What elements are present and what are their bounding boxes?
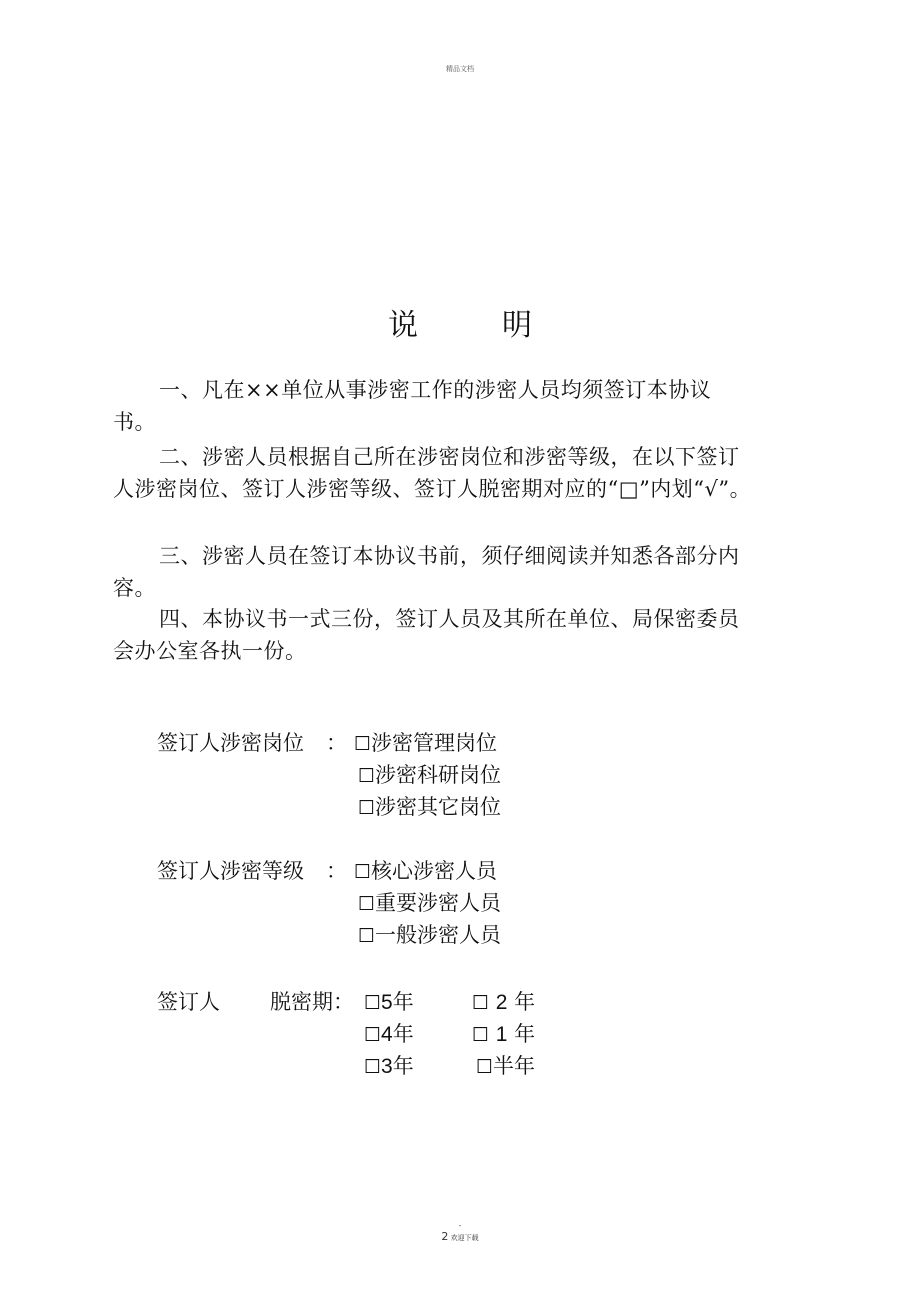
period-option-1-year[interactable] (472, 1018, 535, 1051)
page-footer (0, 1222, 920, 1243)
option-label: 重要涉密人员 (375, 891, 502, 915)
checkbox-icon[interactable]: ☐ (358, 797, 376, 819)
option-label: 一般涉密人员 (375, 923, 502, 947)
level-label: 签订人涉密等级 (157, 859, 304, 883)
level-option-general[interactable] (358, 919, 501, 952)
position-colon: ： (326, 731, 347, 755)
paragraph-3: 三、涉密人员在签订本协议书前，须仔细阅读并知悉各部分内容。 (113, 544, 740, 600)
option-unit: 年 (514, 1022, 536, 1046)
checkbox-icon[interactable]: ☐ (472, 992, 490, 1014)
option-unit: 年 (514, 990, 536, 1014)
paragraph-4: 四、本协议书一式三份，签订人员及其所在单位、局保密委员会办公室各执一份。 (113, 607, 740, 663)
option-number: 5 (381, 991, 393, 1014)
checkbox-icon[interactable]: ☐ (364, 1056, 382, 1078)
option-label: 核心涉密人员 (371, 859, 498, 883)
checkbox-icon[interactable]: ☐ (472, 1024, 490, 1046)
option-unit: 半年 (493, 1054, 536, 1078)
option-number: 1 (495, 1023, 508, 1046)
paragraph-1: 一、凡在××单位从事涉密工作的涉密人员均须签订本协议书。 (113, 378, 712, 434)
period-option-2-years[interactable] (472, 986, 535, 1019)
paragraph-2: 二、涉密人员根据自己所在涉密岗位和涉密等级，在以下签订人涉密岗位、签订人涉密等级、签订人脱密期对应的“□”内划“√”。 (113, 445, 752, 501)
option-label: 涉密科研岗位 (375, 763, 502, 787)
option-label: 涉密管理岗位 (371, 731, 498, 755)
checkbox-icon[interactable]: ☐ (364, 992, 382, 1014)
period-label-suffix: 脱密期： (270, 990, 354, 1014)
checkbox-icon[interactable]: ☐ (364, 1024, 382, 1046)
period-option-4-years[interactable] (364, 1018, 414, 1051)
checkbox-icon[interactable]: ☐ (358, 765, 376, 787)
period-option-3-years[interactable] (364, 1050, 414, 1083)
header-note: 精品文档 (446, 65, 474, 73)
page-number: 2 (441, 1230, 449, 1243)
checkbox-icon[interactable]: ☐ (354, 733, 372, 755)
checkbox-icon[interactable]: ☐ (354, 861, 372, 883)
period-option-half-year[interactable] (476, 1050, 535, 1083)
position-option-other[interactable] (358, 791, 501, 824)
position-option-management[interactable] (354, 727, 497, 760)
page-title: 说明 (388, 308, 616, 343)
option-number: 4 (381, 1023, 393, 1046)
checkbox-icon[interactable]: ☐ (358, 925, 376, 947)
period-option-5-years[interactable] (364, 986, 414, 1019)
option-label: 涉密其它岗位 (375, 795, 502, 819)
option-unit: 年 (392, 1054, 414, 1078)
option-unit: 年 (392, 1022, 414, 1046)
checkbox-icon[interactable]: ☐ (358, 893, 376, 915)
level-option-important[interactable] (358, 887, 501, 920)
level-colon: ： (326, 859, 347, 883)
level-option-core[interactable] (354, 855, 497, 888)
option-number: 2 (495, 991, 508, 1014)
footer-dot: - (458, 1222, 462, 1230)
footer-text: 欢迎下载 (450, 1234, 479, 1242)
position-option-research[interactable] (358, 759, 501, 792)
option-unit: 年 (392, 990, 414, 1014)
checkbox-icon[interactable]: ☐ (476, 1056, 494, 1078)
option-number: 3 (381, 1055, 393, 1078)
position-label: 签订人涉密岗位 (157, 731, 304, 755)
period-label: 签订人 (157, 990, 220, 1014)
